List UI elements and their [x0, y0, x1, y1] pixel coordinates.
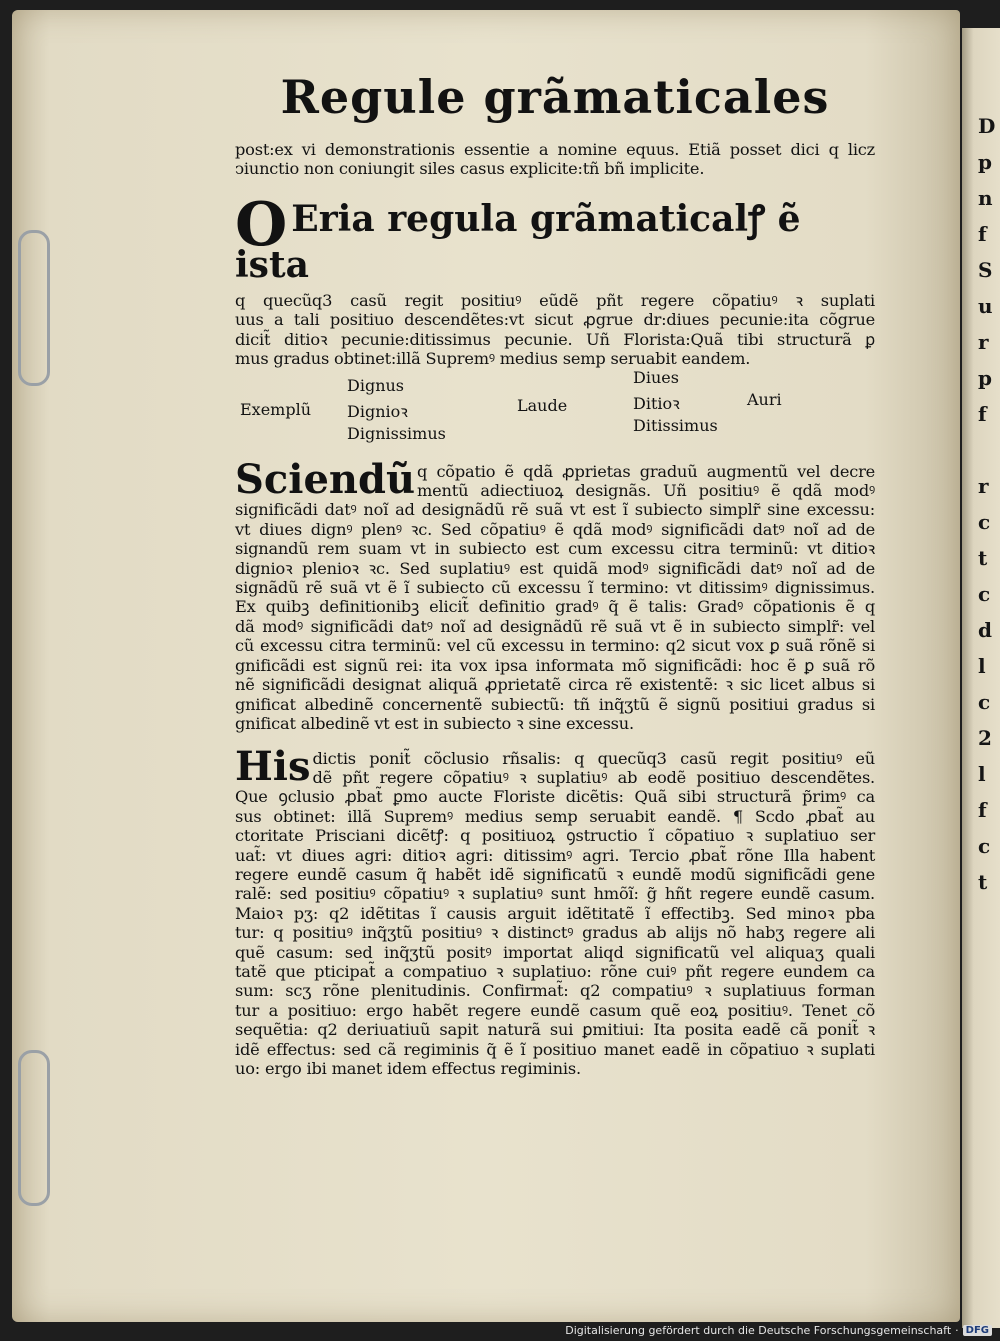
text-line: sus obtinet: illã Supremꝰ medius semp seruabit eandẽ. ¶ Scdo ꝓbat̃ au [235, 806, 875, 826]
rule-title: Eria regula grãmaticalꝭ ẽ ista [235, 197, 801, 286]
text-line: significãdi datꝰ noĩ ad designãdũ rẽ suã vt est ĩ subiecto simplr̃ sine excessu: [235, 500, 875, 520]
text-line: Maioꝛ pʒ: q2 idẽtitas ĩ causis arguit idẽtitatẽ ĩ effectibꝫ. Sed minoꝛ pba [235, 903, 875, 923]
example-word: Ditissimus [633, 416, 718, 436]
intro-paragraph [235, 140, 875, 179]
text-line: dicit̃ ditioꝛ pecunie:ditissimus pecunie. Uñ Florista:Quã tibi structurã ꝑ [235, 329, 875, 349]
text-line: sum: scʒ rõne plenitudinis. Confirmat̃: q2 compatiuꝰ ꝛ suplatiuus forman [235, 981, 875, 1001]
text-line: uo: ergo ibi manet idem effectus regiminis. [235, 1059, 581, 1078]
text-line: mentũ adiectiuoꝝ designãs. Uñ positiuꝰ ẽ qdã modꝰ [417, 481, 875, 501]
text-line: idẽ effectus: sed cã regiminis q̃ ẽ ĩ positiuo manet eadẽ in cõpatiuo ꝛ suplati [235, 1039, 875, 1059]
his-opening [235, 743, 875, 791]
text-line: dignioꝛ plenioꝛ ꝛc. Sed suplatiuꝰ est quidã modꝰ significãdi datꝰ noĩ ad de [235, 558, 875, 578]
example-word: Laude [517, 396, 568, 416]
example-word: Diues [633, 368, 679, 388]
rule-heading [235, 189, 875, 286]
running-heading: Regule grãmaticales [280, 70, 830, 124]
text-line: regere eundẽ casum q̃ habẽt idẽ significatũ ꝛ eundẽ modũ significãdi gene [235, 864, 875, 884]
text-line: Ex quibꝫ definitionibꝫ elicit̃ definitio gradꝰ q̃ ẽ talis: Gradꝰ cõpationis ẽ q [235, 597, 875, 617]
dfg-logo-icon: DFG [963, 1325, 992, 1336]
text-line: q quecũq3 casũ regit positiuꝰ eũdẽ pñt regere cõpatiuꝰ ꝛ suplati [235, 290, 875, 310]
text-line: uus a tali positiuo descendẽtes:vt sicut ꝓgrue dr:diues pecunie:ita cõgrue [235, 310, 875, 330]
credit-text: Digitalisierung gefördert durch die Deutsche Forschungsgemeinschaft [565, 1324, 952, 1337]
page-clip-icon [18, 1050, 50, 1206]
example-word: Ditioꝛ [633, 394, 680, 414]
text-line: dẽ pñt regere cõpatiuꝰ ꝛ suplatiuꝰ ab eodẽ positiuo descendẽtes. [312, 767, 875, 787]
rule-paragraph [235, 291, 875, 369]
example-word: Dignissimus [347, 424, 446, 444]
text-line: ctoritate Prisciani dicẽtꝭ: q positiuoꝝ ꝯstructio ĩ cõpatiuo ꝛ suplatiuo ser [235, 826, 875, 846]
sciendum-paragraph [235, 500, 875, 733]
decorated-initial-word: Sciendũ [235, 456, 416, 504]
text-line: uat̃: vt diues agri: ditioꝛ agri: ditissimꝰ agri. Tercio ꝓbat̃ rõne Illa habent [235, 845, 875, 865]
text-line: q cõpatio ẽ qdã ꝓprietas graduũ augmentũ vel decre [417, 461, 875, 481]
text-line: quẽ casum: sed inq̃ʒtũ positꝰ importat aliqd significatũ vel aliquaʒ quali [235, 942, 875, 962]
adjacent-page-edge [962, 28, 1000, 1328]
decorated-initial: O [235, 189, 288, 260]
example-table [235, 368, 875, 446]
text-line: dictis ponit̃ cõclusio rñsalis: q quecũq3 casũ regit positiuꝰ eũ [312, 748, 875, 768]
text-line: cũ excessu citra terminũ: vel cũ excessu in termino: q2 sicut vox ꝑ suã rõnẽ si [235, 636, 875, 656]
text-line: dã modꝰ significãdi datꝰ noĩ ad designãdũ rẽ suã vt ẽ in subiecto simplr̃: vel [235, 616, 875, 636]
adjacent-page-text: D p n f S u r p f r c t c d l c 2 l f c t [978, 114, 996, 894]
text-line: tatẽ que pticipat̃ a compatiuo ꝛ suplatiuo: rõne cuiꝰ pñt regere eundem ca [235, 961, 875, 981]
example-word: Auri [747, 390, 782, 410]
text-line: signandũ rem suam vt in subiecto est cum excessu citra terminũ: vt ditioꝛ [235, 539, 875, 559]
sciendum-opening [235, 456, 875, 504]
text-line: signãdũ rẽ suã vt ẽ ĩ subiecto cũ excessu ĩ termino: vt ditissimꝰ dignissimus. [235, 578, 875, 598]
text-line: ↄiunctio non coniungit siles casus explicite:tñ bñ implicite. [235, 159, 705, 179]
his-paragraph [235, 787, 875, 1078]
credit-separator: · [955, 1324, 959, 1337]
page-clip-icon [18, 230, 50, 386]
text-line: vt diues dignꝰ plenꝰ ꝛc. Sed cõpatiuꝰ ẽ qdã modꝰ significãdi datꝰ noĩ ad de [235, 519, 875, 539]
text-line: tur: q positiuꝰ inq̃ʒtũ positiuꝰ ꝛ distinctꝰ gradus ab alijs nõ habʒ regere ali [235, 923, 875, 943]
decorated-initial-word: His [235, 743, 311, 791]
digitization-credit [565, 1324, 992, 1337]
text-line: mus gradus obtinet:illã Supremꝰ medius semp seruabit eandem. [235, 349, 751, 369]
text-line: gnificat albedinẽ vt est in subiecto ꝛ sine excessu. [235, 713, 634, 733]
example-label: Exemplũ [240, 400, 312, 420]
text-line: Que ꝯclusio ꝓbat̃ ꝑmo aucte Floriste dicẽtis: Quã sibi structurã p̃rimꝰ ca [235, 787, 875, 807]
example-word: Dignioꝛ [347, 402, 408, 422]
text-line: gnificat albedinẽ concernentẽ subiectũ: tñ inq̃ʒtũ ẽ signũ positiui gradus si [235, 694, 875, 714]
text-line: tur a positiuo: ergo habẽt regere eundẽ casum quẽ eoꝝ positiuꝰ. Tenet cõ [235, 1000, 875, 1020]
example-word: Dignus [347, 376, 405, 396]
text-line: sequẽtia: q2 deriuatiuũ sapit naturã sui ꝑmitiui: Ita posita eadẽ cã ponit̃ ꝛ [235, 1020, 875, 1040]
page-text [235, 70, 875, 1078]
text-line: gnificãdi est signũ rei: ita vox ipsa informata mõ significãdi: hoc ẽ ꝑ suã rõ [235, 655, 875, 675]
text-line: post:ex vi demonstrationis essentie a nomine equus. Etiã posset dici q licz [235, 140, 875, 159]
text-line: nẽ significãdi designat aliquã ꝓprietatẽ circa rẽ existentẽ: ꝛ sic licet albus si [235, 675, 875, 695]
text-line: ralẽ: sed positiuꝰ cõpatiuꝰ ꝛ suplatiuꝰ sunt hmõĩ: g̃ hñt regere eundẽ casum. [235, 884, 875, 904]
